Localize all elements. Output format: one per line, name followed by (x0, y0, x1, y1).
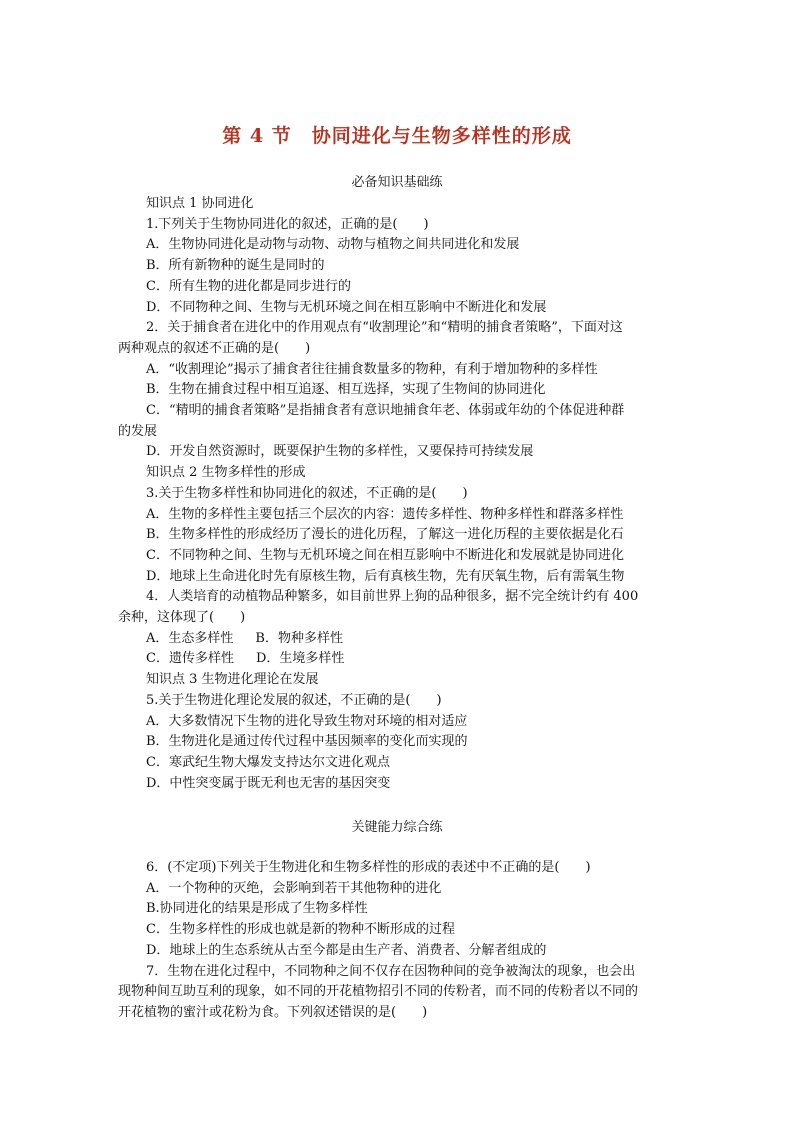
question-4-option-c: C．遗传多样性 (146, 651, 234, 667)
question-2-option-c: C．“精明的捕食者策略”是指捕食者有意识地捕食年老、体弱或年幼的个体促进种群 (146, 403, 625, 419)
question-3-option-a: A．生物的多样性主要包括三个层次的内容：遗传多样性、物种多样性和群落多样性 (146, 506, 624, 522)
knowledge-point-1: 知识点 1 协同进化 (146, 196, 254, 211)
question-5-option-d: D．中性突变属于既无利也无害的基因突变 (146, 775, 391, 791)
question-5-option-c: C．寒武纪生物大爆发支持达尔文进化观点 (146, 754, 390, 770)
question-5-stem: 5.关于生物进化理论发展的叙述，不正确的是( ) (146, 692, 442, 708)
question-7-stem-continued-2: 开花植物的蜜汁或花粉为食。下列叙述错误的是( ) (118, 1004, 428, 1020)
question-6-stem: 6．(不定项)下列关于生物进化和生物多样性的形成的表述中不正确的是( ) (146, 860, 591, 875)
question-2-option-b: B．生物在捕食过程中相互追逐、相互选择，实现了生物间的协同进化 (146, 382, 546, 398)
question-4-stem-continued: 余种，这体现了( ) (118, 610, 246, 626)
question-1-option-b: B．所有新物种的诞生是同时的 (146, 258, 325, 274)
question-1-stem: 1.下列关于生物协同进化的叙述，正确的是( ) (146, 216, 429, 232)
question-1-option-a: A．生物协同进化是动物与动物、动物与植物之间共同进化和发展 (146, 237, 520, 253)
section-advanced-body (118, 858, 686, 1024)
question-1-option-c: C．所有生物的进化都是同步进行的 (146, 278, 351, 294)
question-4-stem: 4．人类培育的动植物品种繁多，如目前世界上狗的品种很多，据不完全统计约有 400 (146, 589, 639, 605)
question-5-option-b: B．生物进化是通过传代过程中基因频率的变化而实现的 (146, 734, 468, 750)
question-4-option-b: B．物种多样性 (255, 630, 343, 646)
knowledge-point-3: 知识点 3 生物进化理论在发展 (146, 672, 319, 688)
question-3-stem: 3.关于生物多样性和协同进化的叙述，不正确的是( ) (146, 485, 468, 501)
question-3-option-c: C．不同物种之间、生物与无机环境之间在相互影响中不断进化和发展就是协同进化 (146, 547, 624, 563)
question-4-option-a: A．生态多样性 (146, 630, 234, 646)
question-6-option-c: C．生物多样性的形成也就是新的物种不断形成的过程 (146, 922, 455, 938)
question-6-option-a: A．一个物种的灭绝，会影响到若干其他物种的进化 (146, 880, 442, 896)
section-basic-body (118, 194, 686, 794)
question-6-option-b: B.协同进化的结果是形成了生物多样性 (146, 901, 368, 917)
question-4-options-row-2 (146, 649, 686, 670)
question-4-options-row-1 (146, 629, 686, 650)
question-2-stem: 2．关于捕食者在进化中的作用观点有“收割理论”和“精明的捕食者策略”，下面对这 (146, 320, 623, 336)
section-heading-advanced: 关键能力综合练 (351, 820, 443, 835)
question-1-option-d: D．不同物种之间、生物与无机环境之间在相互影响中不断进化和发展 (146, 299, 547, 315)
question-2-option-c-continued: 的发展 (118, 423, 158, 439)
question-3-option-d: D．地球上生命进化时先有原核生物，后有真核生物，先有厌氧生物，后有需氧生物 (146, 568, 625, 584)
question-5-option-a: A．大多数情况下生物的进化导致生物对环境的相对适应 (146, 713, 468, 729)
question-4-option-d: D．生境多样性 (255, 651, 345, 667)
question-2-option-a: A．“收割理论”揭示了捕食者往往捕食数量多的物种，有利于增加物种的多样性 (146, 361, 598, 377)
question-2-option-d: D．开发自然资源时，既要保护生物的多样性，又要保持可持续发展 (146, 444, 534, 460)
question-7-stem: 7．生物在进化过程中，不同物种之间不仅存在因物种间的竞争被淘汰的现象，也会出 (146, 963, 636, 979)
knowledge-point-2: 知识点 2 生物多样性的形成 (146, 465, 306, 481)
question-7-stem-continued-1: 现物种间互助互利的现象，如不同的开花植物招引不同的传粉者，而不同的传粉者以不同的 (118, 984, 639, 1000)
page-title: 第 4 节 协同进化与生物多样性的形成 (222, 125, 572, 147)
question-6-option-d: D．地球上的生态系统从古至今都是由生产者、消费者、分解者组成的 (146, 942, 547, 958)
question-3-option-b: B．生物多样性的形成经历了漫长的进化历程，了解这一进化历程的主要依据是化石 (146, 527, 624, 543)
section-heading-basic: 必备知识基础练 (351, 175, 443, 190)
question-2-stem-continued: 两种观点的叙述不正确的是( ) (118, 340, 311, 356)
